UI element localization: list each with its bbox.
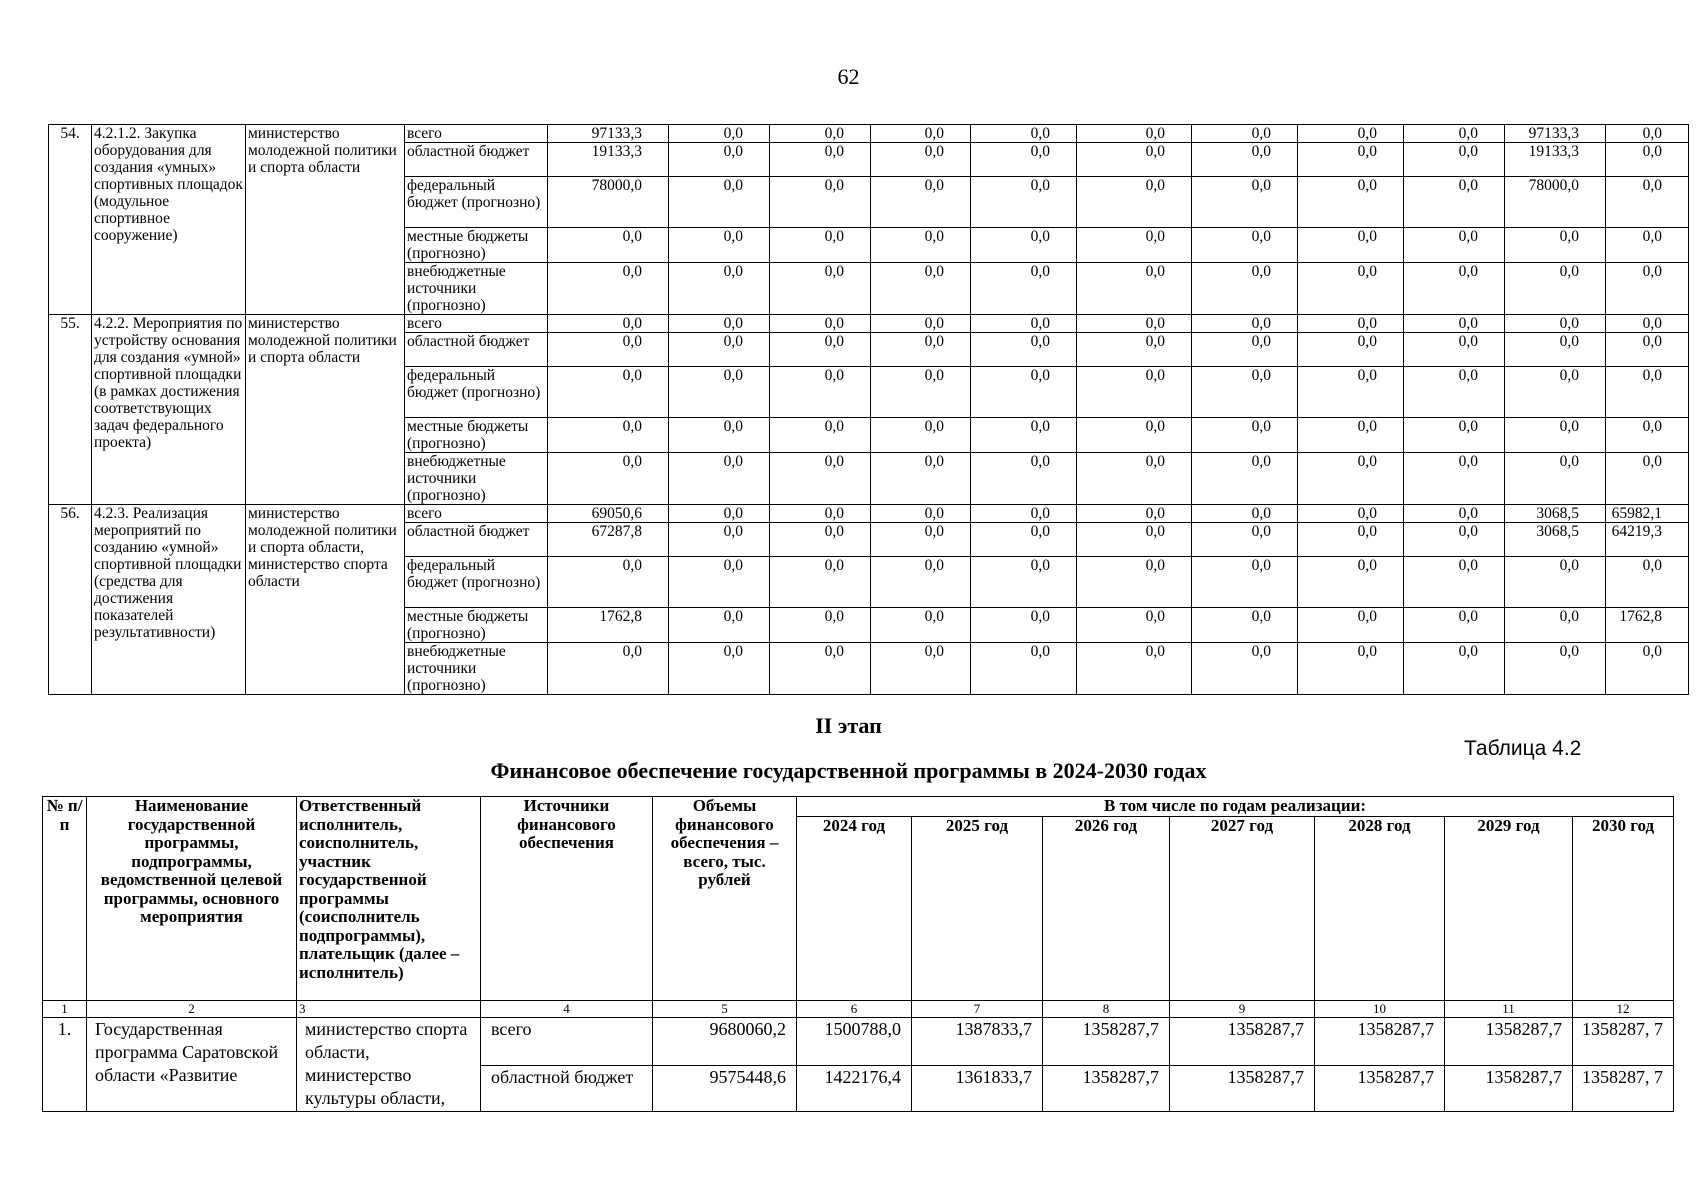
- column-number: 5: [653, 1001, 797, 1018]
- amount-cell: 0,0: [1505, 333, 1606, 367]
- amount-cell: 0,0: [1606, 557, 1689, 608]
- amount-cell: 0,0: [548, 367, 669, 418]
- amount-cell: 0,0: [1404, 228, 1505, 263]
- column-number: 8: [1043, 1001, 1170, 1018]
- amount-cell: 0,0: [1077, 557, 1192, 608]
- amount-cell: 65982,1: [1606, 505, 1689, 523]
- funding-source: всего: [405, 315, 548, 333]
- amount-cell: 0,0: [1192, 453, 1298, 505]
- amount-cell: 0,0: [548, 228, 669, 263]
- amount-cell: 0,0: [770, 523, 871, 557]
- amount-cell: 0,0: [770, 263, 871, 315]
- amount-cell: 0,0: [971, 418, 1077, 453]
- amount-cell: 0,0: [1404, 143, 1505, 177]
- amount-cell: 0,0: [1505, 263, 1606, 315]
- amount-cell: 0,0: [1298, 453, 1404, 505]
- amount-cell: 0,0: [1192, 315, 1298, 333]
- amount-cell: 0,0: [871, 608, 971, 643]
- responsible-executor: министерство молодежной политики и спорта области: [246, 315, 405, 505]
- amount-cell: 0,0: [1298, 505, 1404, 523]
- amount-cell: 0,0: [1606, 228, 1689, 263]
- amount-cell: 0,0: [770, 557, 871, 608]
- amount-cell: 0,0: [1192, 125, 1298, 143]
- amount-cell: 0,0: [1298, 315, 1404, 333]
- activity-name: 4.2.2. Мероприятия по устройству основания для создания «умной» спортивной площадки (в рамках достижения соответствующих задач федерального проекта): [92, 315, 246, 505]
- amount-cell: 0,0: [1298, 608, 1404, 643]
- amount-cell: 0,0: [1298, 333, 1404, 367]
- amount-cell: 1358287,7: [1043, 1066, 1170, 1112]
- column-number: 9: [1170, 1001, 1315, 1018]
- amount-cell: 0,0: [871, 228, 971, 263]
- amount-cell: 0,0: [1606, 315, 1689, 333]
- amount-cell: 0,0: [669, 228, 770, 263]
- amount-cell: 0,0: [1192, 643, 1298, 695]
- amount-cell: 0,0: [1606, 453, 1689, 505]
- amount-cell: 0,0: [1077, 263, 1192, 315]
- amount-cell: 0,0: [1077, 505, 1192, 523]
- funding-source: областной бюджет: [405, 143, 548, 177]
- amount-cell: 0,0: [669, 505, 770, 523]
- amount-cell: 0,0: [669, 557, 770, 608]
- funding-source: федеральный бюджет (прогнозно): [405, 177, 548, 228]
- amount-cell: 9680060,2: [653, 1018, 797, 1066]
- amount-cell: 0,0: [1606, 333, 1689, 367]
- activity-name: 4.2.3. Реализация мероприятий по созданию «умной» спортивной площадки (средства для достижения показателей результативности): [92, 505, 246, 695]
- amount-cell: 0,0: [1298, 367, 1404, 418]
- amount-cell: 1422176,4: [797, 1066, 912, 1112]
- amount-cell: 0,0: [770, 608, 871, 643]
- responsible-executor: министерство молодежной политики и спорта области, министерство спорта области: [246, 505, 405, 695]
- amount-cell: 0,0: [971, 125, 1077, 143]
- amount-cell: 0,0: [871, 143, 971, 177]
- amount-cell: 1358287,7: [1315, 1066, 1445, 1112]
- amount-cell: 1762,8: [1606, 608, 1689, 643]
- amount-cell: 0,0: [1404, 643, 1505, 695]
- amount-cell: 0,0: [1192, 228, 1298, 263]
- amount-cell: 0,0: [770, 367, 871, 418]
- amount-cell: 3068,5: [1505, 523, 1606, 557]
- amount-cell: 0,0: [548, 315, 669, 333]
- amount-cell: 0,0: [1077, 143, 1192, 177]
- amount-cell: 0,0: [1192, 608, 1298, 643]
- amount-cell: 0,0: [971, 263, 1077, 315]
- amount-cell: 0,0: [548, 557, 669, 608]
- header-name: Наименование государственной программы, подпрограммы, ведомственной целевой программы, основного мероприятия: [87, 797, 297, 1001]
- responsible-executor: министерство молодежной политики и спорта области: [246, 125, 405, 315]
- amount-cell: 0,0: [770, 453, 871, 505]
- amount-cell: 0,0: [548, 643, 669, 695]
- amount-cell: 0,0: [1298, 143, 1404, 177]
- amount-cell: 0,0: [1077, 418, 1192, 453]
- row-number: 55.: [49, 315, 92, 505]
- amount-cell: 0,0: [871, 367, 971, 418]
- amount-cell: 0,0: [871, 453, 971, 505]
- funding-source: всего: [405, 125, 548, 143]
- amount-cell: 19133,3: [1505, 143, 1606, 177]
- amount-cell: 0,0: [871, 418, 971, 453]
- header-year: 2026 год: [1043, 817, 1170, 1001]
- header-year: 2024 год: [797, 817, 912, 1001]
- amount-cell: 0,0: [1192, 263, 1298, 315]
- amount-cell: 0,0: [669, 315, 770, 333]
- amount-cell: 0,0: [1606, 125, 1689, 143]
- amount-cell: 0,0: [1606, 643, 1689, 695]
- amount-cell: 1358287,7: [1170, 1066, 1315, 1112]
- amount-cell: 97133,3: [548, 125, 669, 143]
- continuation-table-body: [49, 125, 1689, 695]
- amount-cell: 0,0: [871, 125, 971, 143]
- header-year: 2025 год: [912, 817, 1043, 1001]
- page-number: 62: [837, 64, 860, 89]
- amount-cell: 0,0: [1404, 523, 1505, 557]
- amount-cell: 0,0: [770, 333, 871, 367]
- amount-cell: 0,0: [548, 333, 669, 367]
- amount-cell: 0,0: [1298, 125, 1404, 143]
- amount-cell: 0,0: [971, 143, 1077, 177]
- amount-cell: 3068,5: [1505, 505, 1606, 523]
- table-row: [43, 1018, 1674, 1066]
- header-sources: Источники финансового обеспечения: [481, 797, 653, 1001]
- amount-cell: 0,0: [770, 177, 871, 228]
- responsible-executor: министерство спорта области, министерство культуры области,: [297, 1018, 481, 1112]
- amount-cell: 1762,8: [548, 608, 669, 643]
- amount-cell: 0,0: [1298, 523, 1404, 557]
- amount-cell: 0,0: [1606, 418, 1689, 453]
- amount-cell: 0,0: [871, 643, 971, 695]
- amount-cell: 69050,6: [548, 505, 669, 523]
- amount-cell: 0,0: [1077, 125, 1192, 143]
- amount-cell: 0,0: [548, 418, 669, 453]
- funding-source: внебюджетные источники (прогнозно): [405, 643, 548, 695]
- amount-cell: 0,0: [1077, 315, 1192, 333]
- row-number: 56.: [49, 505, 92, 695]
- amount-cell: 97133,3: [1505, 125, 1606, 143]
- column-number: 12: [1573, 1001, 1674, 1018]
- continuation-table: [48, 124, 1689, 695]
- header-volume: Объемы финансового обеспечения – всего, тыс. рублей: [653, 797, 797, 1001]
- amount-cell: 0,0: [669, 523, 770, 557]
- amount-cell: 0,0: [1077, 643, 1192, 695]
- amount-cell: 0,0: [1505, 228, 1606, 263]
- amount-cell: 0,0: [669, 333, 770, 367]
- amount-cell: 0,0: [770, 228, 871, 263]
- amount-cell: 0,0: [871, 333, 971, 367]
- table-row: [49, 505, 1689, 523]
- amount-cell: 0,0: [1192, 177, 1298, 228]
- column-number: 6: [797, 1001, 912, 1018]
- amount-cell: 0,0: [1404, 418, 1505, 453]
- amount-cell: 0,0: [1404, 333, 1505, 367]
- funding-source: внебюджетные источники (прогнозно): [405, 453, 548, 505]
- amount-cell: 0,0: [1505, 643, 1606, 695]
- amount-cell: 0,0: [1192, 333, 1298, 367]
- funding-source: всего: [481, 1018, 653, 1066]
- amount-cell: 78000,0: [1505, 177, 1606, 228]
- column-number: 1: [43, 1001, 87, 1018]
- stage-title: II этап: [815, 713, 882, 738]
- amount-cell: 78000,0: [548, 177, 669, 228]
- amount-cell: 0,0: [1505, 453, 1606, 505]
- amount-cell: 0,0: [770, 418, 871, 453]
- amount-cell: 0,0: [770, 143, 871, 177]
- amount-cell: 0,0: [669, 418, 770, 453]
- amount-cell: 0,0: [770, 643, 871, 695]
- financing-table: [42, 796, 1674, 1112]
- amount-cell: 1358287,7: [1315, 1018, 1445, 1066]
- column-number: 7: [912, 1001, 1043, 1018]
- column-number: 10: [1315, 1001, 1445, 1018]
- amount-cell: 0,0: [1192, 418, 1298, 453]
- amount-cell: 0,0: [1077, 608, 1192, 643]
- amount-cell: 1358287,7: [1445, 1018, 1573, 1066]
- amount-cell: 0,0: [1192, 143, 1298, 177]
- amount-cell: 1387833,7: [912, 1018, 1043, 1066]
- amount-cell: 64219,3: [1606, 523, 1689, 557]
- amount-cell: 0,0: [1505, 418, 1606, 453]
- header-year: 2029 год: [1445, 817, 1573, 1001]
- amount-cell: 0,0: [971, 367, 1077, 418]
- amount-cell: 1361833,7: [912, 1066, 1043, 1112]
- table-row: [49, 315, 1689, 333]
- amount-cell: 0,0: [1404, 263, 1505, 315]
- amount-cell: 0,0: [971, 557, 1077, 608]
- column-number: 3: [297, 1001, 481, 1018]
- column-number: 4: [481, 1001, 653, 1018]
- amount-cell: 0,0: [1077, 228, 1192, 263]
- amount-cell: 0,0: [1192, 367, 1298, 418]
- amount-cell: 0,0: [669, 367, 770, 418]
- amount-cell: 1358287, 7: [1573, 1066, 1674, 1112]
- activity-name: 4.2.1.2. Закупка оборудования для создания «умных» спортивных площадок (модульное спортивное сооружение): [92, 125, 246, 315]
- funding-source: внебюджетные источники (прогнозно): [405, 263, 548, 315]
- funding-source: областной бюджет: [481, 1066, 653, 1112]
- amount-cell: 0,0: [1505, 367, 1606, 418]
- amount-cell: 1358287,7: [1043, 1018, 1170, 1066]
- amount-cell: 0,0: [669, 453, 770, 505]
- funding-source: местные бюджеты (прогнозно): [405, 228, 548, 263]
- amount-cell: 0,0: [971, 315, 1077, 333]
- amount-cell: 1358287, 7: [1573, 1018, 1674, 1066]
- funding-source: федеральный бюджет (прогнозно): [405, 367, 548, 418]
- amount-cell: 0,0: [871, 557, 971, 608]
- amount-cell: 0,0: [1505, 608, 1606, 643]
- amount-cell: 0,0: [1404, 505, 1505, 523]
- amount-cell: 0,0: [1606, 263, 1689, 315]
- amount-cell: 1500788,0: [797, 1018, 912, 1066]
- program-name: Государственная программа Саратовской области «Развитие: [87, 1018, 297, 1112]
- amount-cell: 0,0: [1505, 557, 1606, 608]
- row-number: 54.: [49, 125, 92, 315]
- row-number: 1.: [43, 1018, 87, 1112]
- header-num: № п/п: [43, 797, 87, 1001]
- amount-cell: 0,0: [971, 228, 1077, 263]
- amount-cell: 0,0: [871, 523, 971, 557]
- amount-cell: 0,0: [669, 263, 770, 315]
- header-year: 2030 год: [1573, 817, 1674, 1001]
- funding-source: всего: [405, 505, 548, 523]
- amount-cell: 0,0: [770, 315, 871, 333]
- header-year: 2027 год: [1170, 817, 1315, 1001]
- amount-cell: 0,0: [1192, 557, 1298, 608]
- amount-cell: 0,0: [548, 453, 669, 505]
- amount-cell: 0,0: [770, 505, 871, 523]
- amount-cell: 0,0: [971, 643, 1077, 695]
- amount-cell: 9575448,6: [653, 1066, 797, 1112]
- table-label: Таблица 4.2: [1464, 737, 1582, 760]
- funding-source: местные бюджеты (прогнозно): [405, 608, 548, 643]
- amount-cell: 0,0: [1298, 557, 1404, 608]
- amount-cell: 0,0: [1298, 228, 1404, 263]
- amount-cell: 0,0: [971, 505, 1077, 523]
- table-row: [49, 125, 1689, 143]
- amount-cell: 0,0: [1298, 263, 1404, 315]
- amount-cell: 0,0: [770, 125, 871, 143]
- column-number: 2: [87, 1001, 297, 1018]
- amount-cell: 0,0: [871, 315, 971, 333]
- header-responsible: Ответственный исполнитель, соисполнитель, участник государственной программы (соисполнитель подпрограммы), плательщик (далее – исполнитель): [297, 797, 481, 1001]
- amount-cell: 0,0: [669, 643, 770, 695]
- amount-cell: 0,0: [1192, 505, 1298, 523]
- amount-cell: 0,0: [669, 608, 770, 643]
- amount-cell: 0,0: [871, 505, 971, 523]
- amount-cell: 0,0: [1298, 177, 1404, 228]
- amount-cell: 0,0: [1404, 125, 1505, 143]
- amount-cell: 0,0: [871, 263, 971, 315]
- amount-cell: 0,0: [1606, 367, 1689, 418]
- amount-cell: 0,0: [1077, 453, 1192, 505]
- amount-cell: 0,0: [1404, 367, 1505, 418]
- amount-cell: 0,0: [1404, 315, 1505, 333]
- header-year: 2028 год: [1315, 817, 1445, 1001]
- funding-source: федеральный бюджет (прогнозно): [405, 557, 548, 608]
- funding-source: областной бюджет: [405, 523, 548, 557]
- amount-cell: 0,0: [971, 608, 1077, 643]
- amount-cell: 0,0: [1606, 143, 1689, 177]
- amount-cell: 0,0: [669, 143, 770, 177]
- amount-cell: 0,0: [1192, 523, 1298, 557]
- amount-cell: 0,0: [971, 523, 1077, 557]
- amount-cell: 0,0: [1077, 523, 1192, 557]
- amount-cell: 67287,8: [548, 523, 669, 557]
- funding-source: местные бюджеты (прогнозно): [405, 418, 548, 453]
- amount-cell: 0,0: [1404, 557, 1505, 608]
- amount-cell: 0,0: [971, 453, 1077, 505]
- amount-cell: 0,0: [871, 177, 971, 228]
- amount-cell: 0,0: [1606, 177, 1689, 228]
- amount-cell: 19133,3: [548, 143, 669, 177]
- amount-cell: 1358287,7: [1170, 1018, 1315, 1066]
- amount-cell: 0,0: [1298, 418, 1404, 453]
- amount-cell: 0,0: [1404, 453, 1505, 505]
- amount-cell: 0,0: [1404, 608, 1505, 643]
- amount-cell: 0,0: [669, 177, 770, 228]
- amount-cell: 0,0: [1077, 333, 1192, 367]
- amount-cell: 0,0: [669, 125, 770, 143]
- amount-cell: 0,0: [1077, 177, 1192, 228]
- amount-cell: 0,0: [1298, 643, 1404, 695]
- amount-cell: 0,0: [1404, 177, 1505, 228]
- funding-source: областной бюджет: [405, 333, 548, 367]
- header-years-group: В том числе по годам реализации:: [797, 797, 1674, 817]
- amount-cell: 0,0: [548, 263, 669, 315]
- amount-cell: 0,0: [1505, 315, 1606, 333]
- amount-cell: 1358287,7: [1445, 1066, 1573, 1112]
- table-title: Финансовое обеспечение государственной программы в 2024-2030 годах: [490, 758, 1207, 783]
- amount-cell: 0,0: [971, 333, 1077, 367]
- amount-cell: 0,0: [1077, 367, 1192, 418]
- amount-cell: 0,0: [971, 177, 1077, 228]
- column-number: 11: [1445, 1001, 1573, 1018]
